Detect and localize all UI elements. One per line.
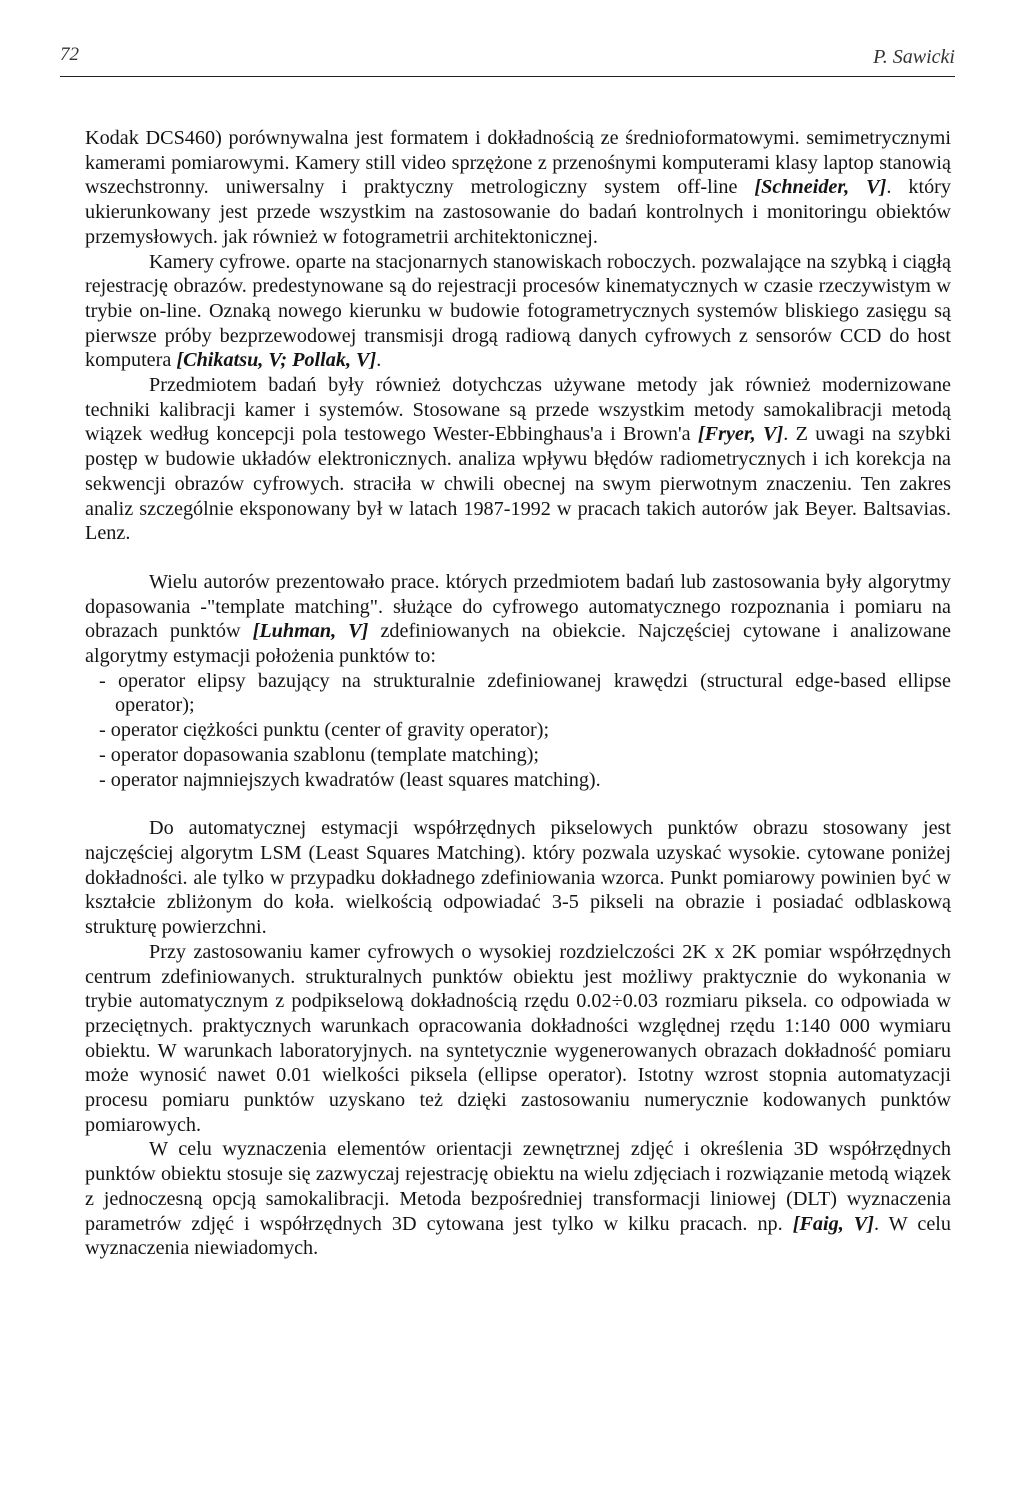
text: Kodak DCS460) porównywalna jest formatem i dokładnością ze średnioformatowymi. semimetrycznymi kamerami pomiarowymi. Kamery still video sprzężone z przenośnymi komputerami klasy laptop stanowią wszechstronny. uniwersalny i praktyczny metrologiczny system off-line	[85, 127, 951, 199]
list-item: - operator ciężkości punktu (center of gravity operator);	[99, 719, 550, 742]
text: Przedmiotem badań były również dotychczas używane metody jak również modernizowane techniki kalibracji kamer i systemów. Stosowane są przede wszystkim metody samokalibracji metodą wiązek według koncepcji pola testowego Wester-Ebbinghaus'a i Brown'a	[85, 374, 951, 446]
citation: [Faig, V]	[792, 1212, 874, 1235]
paragraph-1	[85, 126, 951, 250]
citation: [Fryer, V]	[697, 423, 784, 446]
page-header	[60, 44, 955, 77]
paragraph-5: Do automatycznej estymacji współrzędnych pikselowych punktów obrazu stosowany jest najczęściej algorytm LSM (Least Squares Matching). który pozwala uzyskać wysokie. cytowane poniżej dokładności. ale tylko w przypadku dokładnego zdefiniowania wzorca. Punkt pomiarowy powinien być w kształcie zbliżonym do koła. wielkością odpowiadać 3-5 pikseli na obrazie i posiadać odblaskową strukturę powierzchni.	[85, 817, 951, 939]
body-text	[85, 126, 951, 1261]
citation: [Luhman, V]	[252, 620, 369, 643]
text: . który ukierunkowany jest przede wszystkim na zastosowanie do badań kontrolnych i monitoringu obiektów przemysłowych. jak również w fotogrametrii architektonicznej.	[85, 176, 952, 248]
text: . Z uwagi na szybki postęp w budowie układów elektronicznych. analiza wpływu błędów radiometrycznych i ich korekcja na sekwencji obrazów cyfrowych. straciła w chwili obecnej na swym pierwotnym znaczeniu. Ten zakres analiz szczególnie eksponowany był w latach 1987-1992 w pracach takich autorów jak Beyer. Baltsavias. Lenz.	[85, 423, 951, 545]
paragraph-7	[85, 1137, 951, 1261]
text: zdefiniowanych na obiekcie. Najczęściej cytowane i analizowane algorytmy estymacji położenia punktów to:	[85, 620, 951, 668]
list-item: - operator dopasowania szablonu (template matching);	[99, 743, 540, 766]
list-item: - operator elipsy bazujący na strukturalnie zdefiniowanej krawędzi (structural edge-based ellipse operator);	[99, 669, 951, 717]
paragraph-3	[85, 373, 951, 546]
citation: [Schneider, V]	[754, 176, 887, 199]
text: . W celu wyznaczenia niewiadomych.	[85, 1212, 952, 1260]
text: Kamery cyfrowe. oparte na stacjonarnych stanowiskach roboczych. pozwalające na szybką i ciągłą rejestrację obrazów. predestynowane są do rejestracji procesów kinematycznych w czasie rzeczywistym w trybie on-line. Oznaką nowego kierunku w budowie fotogrametrycznych systemów bliskiego zasięgu są pierwsze próby bezprzewodowej transmisji drogą radiową danych cyfrowych z sensorów CCD do host komputera	[85, 250, 951, 372]
running-header-author: P. Sawicki	[873, 46, 955, 68]
text: Wielu autorów prezentowało prace. których przedmiotem badań lub zastosowania były algorytmy dopasowania -"template matching". służące do cyfrowego automatycznego rozpoznania i pomiaru na obrazach punktów	[85, 570, 951, 643]
text: .	[376, 349, 382, 372]
paragraph-4	[85, 570, 951, 669]
paragraph-2	[85, 250, 951, 374]
text: W celu wyznaczenia elementów orientacji zewnętrznej zdjęć i określenia 3D współrzędnych punktów obiektu stosuje się zazwyczaj rejestrację obiektu na wielu zdjęciach i rozwiązanie metodą wiązek z jednoczesną opcją samokalibracji. Metoda bezpośredniej transformacji liniowej (DLT) wyznaczenia parametrów zdjęć i współrzędnych 3D cytowana jest tylko w kilku pracach. np.	[85, 1138, 951, 1235]
paragraph-6: Przy zastosowaniu kamer cyfrowych o wysokiej rozdzielczości 2K x 2K pomiar współrzędnych centrum zdefiniowanych. strukturalnych punktów obiektu jest możliwy praktycznie do wykonania w trybie automatycznym z podpikselową dokładnością rzędu 0.02÷0.03 rozmiaru piksela. co odpowiada w przeciętnych. praktycznych warunkach opracowania dokładności względnej rzędu 1:140 000 wymiaru obiektu. W warunkach laboratoryjnych. na syntetycznie wygenerowanych obrazach dokładność pomiaru może wynosić nawet 0.01 wielkości piksela (ellipse operator). Istotny wzrost stopnia automatyzacji procesu pomiaru punktów uzyskano też dzięki zastosowaniu numerycznie kodowanych punktów pomiarowych.	[85, 940, 951, 1136]
citation: [Chikatsu, V; Pollak, V]	[176, 349, 377, 372]
page-number: 72	[60, 44, 79, 65]
operator-list	[85, 669, 951, 793]
list-item: - operator najmniejszych kwadratów (least squares matching).	[99, 768, 601, 791]
